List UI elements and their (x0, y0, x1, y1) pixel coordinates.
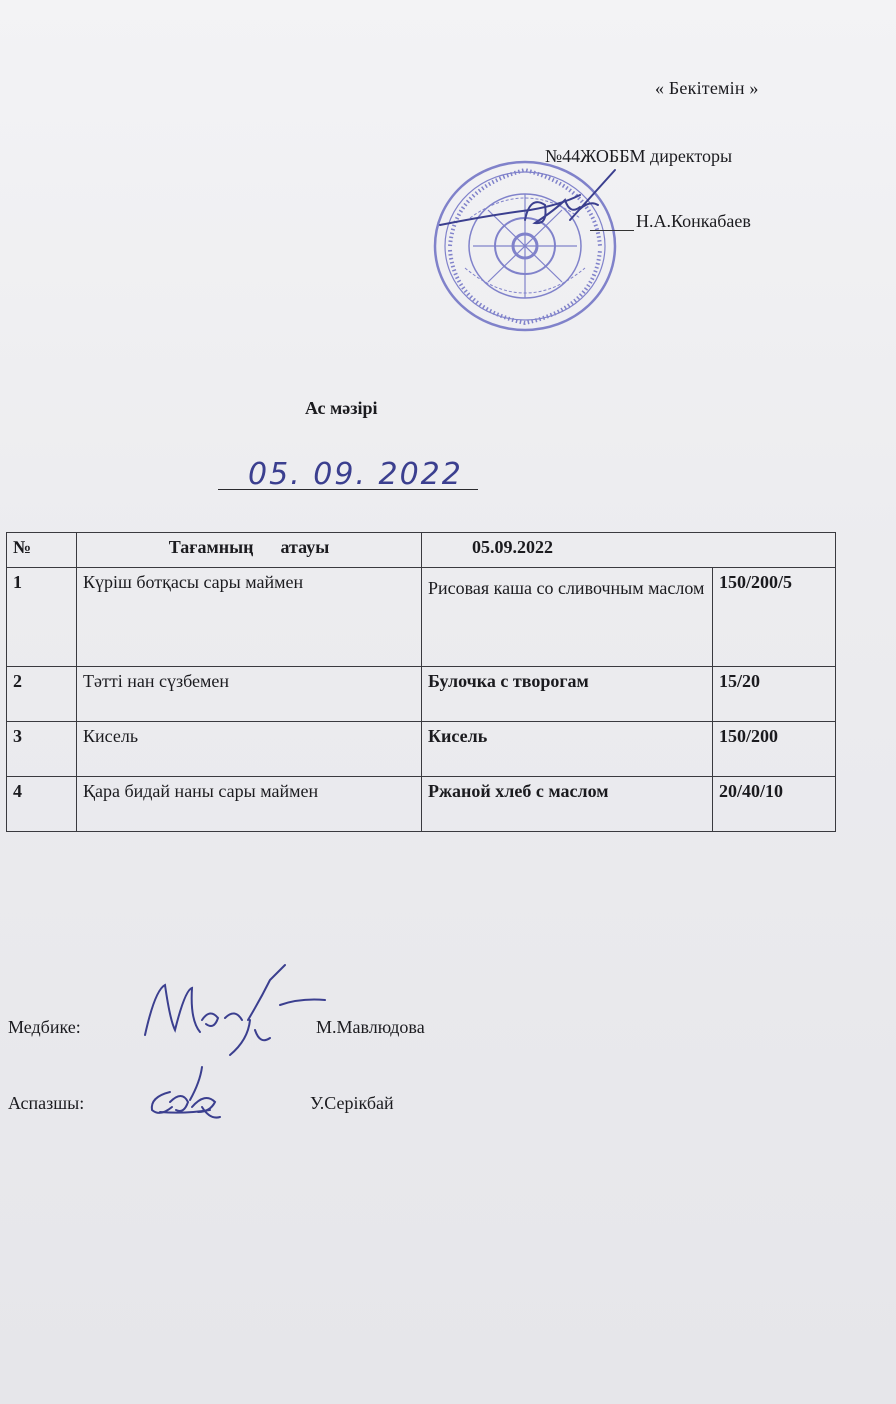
header-date: 05.09.2022 (422, 533, 836, 568)
dish-name-ru: Рисовая каша со сливочным маслом (422, 568, 713, 667)
header-dish-name: Тағамның атауы (77, 533, 422, 568)
dish-portion: 15/20 (713, 667, 836, 722)
row-number: 1 (7, 568, 77, 667)
dish-name-kz: Күріш ботқасы сары маймен (77, 568, 422, 667)
dish-portion: 150/200 (713, 722, 836, 777)
nurse-signature-icon (130, 960, 330, 1060)
date-underline (218, 489, 478, 490)
cook-signature-icon (140, 1062, 230, 1132)
dish-name-kz: Қара бидай наны сары маймен (77, 777, 422, 832)
dish-name-kz: Тәтті нан сүзбемен (77, 667, 422, 722)
table-header-row (7, 533, 836, 568)
dish-name-ru: Булочка с творогам (422, 667, 713, 722)
nurse-name: М.Мавлюдова (316, 1017, 425, 1037)
menu-table (6, 532, 836, 832)
row-number: 2 (7, 667, 77, 722)
dish-portion: 150/200/5 (713, 568, 836, 667)
row-number: 4 (7, 777, 77, 832)
table-row (7, 568, 836, 667)
handwritten-date (218, 454, 480, 494)
document-title: Ас мәзірі (305, 398, 378, 418)
approve-heading: « Бекітемін » (655, 78, 759, 98)
director-sign-line (590, 230, 634, 231)
nurse-label: Медбике: (8, 1017, 81, 1037)
handwritten-date-text: 05. 09. 2022 (248, 457, 463, 492)
dish-name-kz: Кисель (77, 722, 422, 777)
dish-portion: 20/40/10 (713, 777, 836, 832)
director-title: №44ЖОББМ директоры (545, 146, 733, 166)
cook-name: У.Серікбай (310, 1093, 394, 1113)
table-row (7, 667, 836, 722)
director-name: Н.А.Конкабаев (636, 211, 751, 231)
row-number: 3 (7, 722, 77, 777)
director-signature-icon (430, 165, 630, 255)
header-number: № (7, 533, 77, 568)
table-row (7, 777, 836, 832)
cook-label: Аспазшы: (8, 1093, 85, 1113)
dish-name-ru: Кисель (422, 722, 713, 777)
dish-name-ru: Ржаной хлеб с маслом (422, 777, 713, 832)
table-row (7, 722, 836, 777)
